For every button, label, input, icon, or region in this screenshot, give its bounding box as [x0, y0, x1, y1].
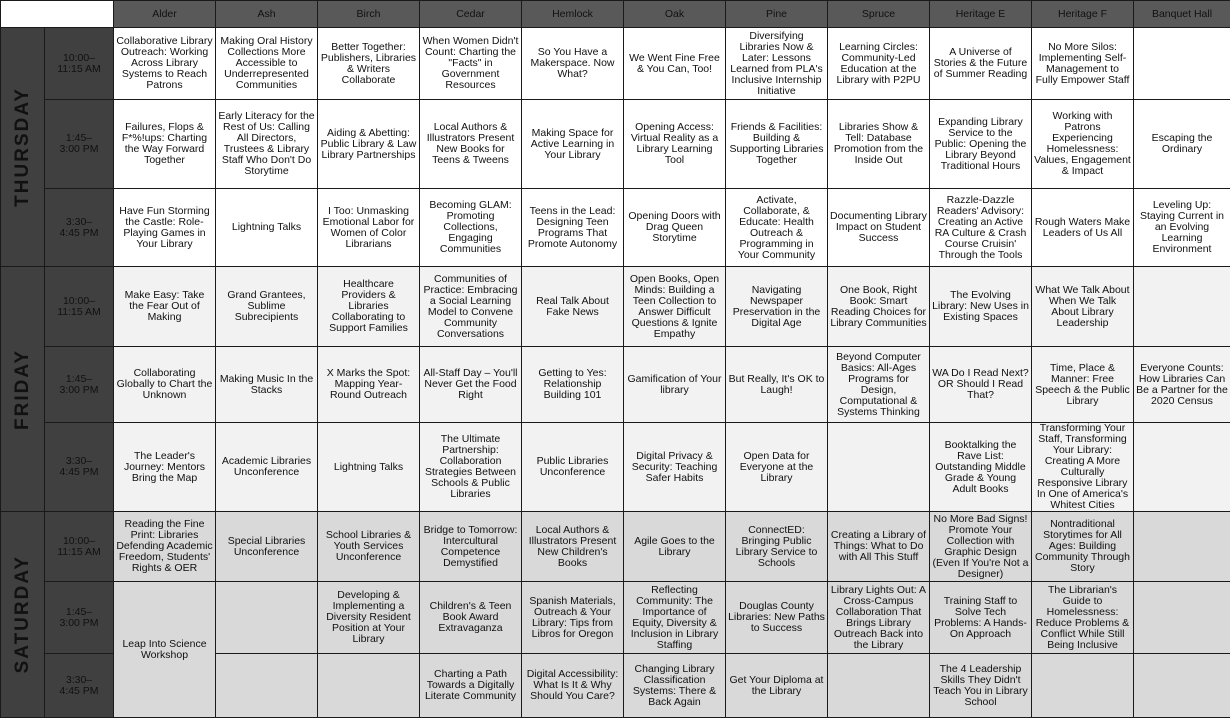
session-cell: We Went Fine Free & You Can, Too!	[624, 28, 726, 100]
room-header: Banquet Hall	[1134, 1, 1230, 28]
room-header: Heritage F	[1032, 1, 1134, 28]
session-cell: Reading the Fine Print: Libraries Defending Academic Freedom, Students' Rights & OER	[114, 512, 216, 582]
room-header: Pine	[726, 1, 828, 28]
session-cell: ConnectED: Bringing Public Library Service to Schools	[726, 512, 828, 582]
session-cell: Razzle-Dazzle Readers' Advisory: Creating an Active RA Culture & Crash Course Cruisin' Through the Tools	[930, 189, 1032, 267]
session-cell	[216, 654, 318, 718]
day-label-saturday	[1, 512, 45, 718]
session-cell: Friends & Facilities: Building & Supporting Libraries Together	[726, 100, 828, 189]
session-cell: The Librarian's Guide to Homelessness: Reduce Problems & Conflict While Still Being Inclusive	[1032, 582, 1134, 654]
session-cell	[1134, 423, 1230, 512]
session-cell: Bridge to Tomorrow: Intercultural Competence Demystified	[420, 512, 522, 582]
session-cell: Digital Privacy & Security: Teaching Safer Habits	[624, 423, 726, 512]
room-header: Ash	[216, 1, 318, 28]
thursday-row-1	[1, 28, 1230, 100]
time-slot: 10:00– 11:15 AM	[45, 512, 114, 582]
day-label-text: SATURDAY	[12, 555, 34, 673]
session-cell: I Too: Unmasking Emotional Labor for Women of Color Librarians	[318, 189, 420, 267]
session-cell: Early Literacy for the Rest of Us: Calling All Directors, Trustees & Library Staff Who Don't Do Storytime	[216, 100, 318, 189]
header-row	[1, 1, 1230, 28]
session-cell: Rough Waters Make Leaders of Us All	[1032, 189, 1134, 267]
session-cell: Special Libraries Unconference	[216, 512, 318, 582]
session-cell: Get Your Diploma at the Library	[726, 654, 828, 718]
session-cell: Becoming GLAM: Promoting Collections, Engaging Communities	[420, 189, 522, 267]
session-cell	[1134, 582, 1230, 654]
time-slot: 10:00– 11:15 AM	[45, 267, 114, 347]
session-cell: Getting to Yes: Relationship Building 101	[522, 347, 624, 423]
session-cell: Navigating Newspaper Preservation in the Digital Age	[726, 267, 828, 347]
saturday-row-2	[1, 582, 1230, 654]
thursday-row-3	[1, 189, 1230, 267]
session-cell: Collaborative Library Outreach: Working Across Library Systems to Reach Patrons	[114, 28, 216, 100]
session-cell: Healthcare Providers & Libraries Collaborating to Support Families	[318, 267, 420, 347]
day-label-friday	[1, 267, 45, 512]
session-cell: Time, Place & Manner: Free Speech & the Public Library	[1032, 347, 1134, 423]
friday-row-2	[1, 347, 1230, 423]
session-cell: No More Silos: Implementing Self-Management to Fully Empower Staff	[1032, 28, 1134, 100]
session-cell: Children's & Teen Book Award Extravaganza	[420, 582, 522, 654]
session-cell: Local Authors & Illustrators Present New Books for Teens & Tweens	[420, 100, 522, 189]
session-cell: Lightning Talks	[318, 423, 420, 512]
session-cell: Public Libraries Unconference	[522, 423, 624, 512]
session-cell: Reflecting Community: The Importance of Equity, Diversity & Inclusion in Library Staffing	[624, 582, 726, 654]
session-cell: Beyond Computer Basics: All-Ages Programs for Design, Computational & Systems Thinking	[828, 347, 930, 423]
session-cell: So You Have a Makerspace. Now What?	[522, 28, 624, 100]
time-slot: 1:45– 3:00 PM	[45, 347, 114, 423]
session-cell: School Libraries & Youth Services Unconference	[318, 512, 420, 582]
room-header: Oak	[624, 1, 726, 28]
session-cell	[1134, 267, 1230, 347]
room-header: Heritage E	[930, 1, 1032, 28]
session-cell: Working with Patrons Experiencing Homelessness: Values, Engagement & Impact	[1032, 100, 1134, 189]
session-cell: Changing Library Classification Systems: There & Back Again	[624, 654, 726, 718]
session-cell: Expanding Library Service to the Public: Opening the Library Beyond Traditional Hours	[930, 100, 1032, 189]
time-slot: 3:30– 4:45 PM	[45, 654, 114, 718]
thursday-row-2	[1, 100, 1230, 189]
session-cell: The Leader's Journey: Mentors Bring the Map	[114, 423, 216, 512]
time-slot: 1:45– 3:00 PM	[45, 582, 114, 654]
session-cell: Developing & Implementing a Diversity Resident Position at Your Library	[318, 582, 420, 654]
session-cell	[828, 423, 930, 512]
session-cell: Transforming Your Staff, Transforming Your Library: Creating A More Culturally Responsive Library In One of America's Whitest Cities	[1032, 423, 1134, 512]
session-cell: The Evolving Library: New Uses in Existing Spaces	[930, 267, 1032, 347]
day-label-text: FRIDAY	[12, 349, 34, 430]
session-cell	[216, 582, 318, 654]
session-cell: But Really, It's OK to Laugh!	[726, 347, 828, 423]
session-cell: Libraries Show & Tell: Database Promotion from the Inside Out	[828, 100, 930, 189]
session-cell: Academic Libraries Unconference	[216, 423, 318, 512]
session-cell	[1134, 28, 1230, 100]
session-cell: Collaborating Globally to Chart the Unknown	[114, 347, 216, 423]
session-cell: Leveling Up: Staying Current in an Evolving Learning Environment	[1134, 189, 1230, 267]
session-cell: Documenting Library Impact on Student Success	[828, 189, 930, 267]
day-label-thursday	[1, 28, 45, 267]
room-header: Spruce	[828, 1, 930, 28]
session-cell: Make Easy: Take the Fear Out of Making	[114, 267, 216, 347]
session-cell	[828, 654, 930, 718]
time-slot: 10:00– 11:15 AM	[45, 28, 114, 100]
room-header: Hemlock	[522, 1, 624, 28]
session-cell: One Book, Right Book: Smart Reading Choices for Library Communities	[828, 267, 930, 347]
session-cell: Making Music In the Stacks	[216, 347, 318, 423]
session-cell: Escaping the Ordinary	[1134, 100, 1230, 189]
session-cell	[1134, 512, 1230, 582]
session-cell: Making Oral History Collections More Accessible to Underrepresented Communities	[216, 28, 318, 100]
room-header: Alder	[114, 1, 216, 28]
time-slot: 3:30– 4:45 PM	[45, 189, 114, 267]
session-cell: Booktalking the Rave List: Outstanding Middle Grade & Young Adult Books	[930, 423, 1032, 512]
session-cell: Grand Grantees, Sublime Subrecipients	[216, 267, 318, 347]
time-slot: 1:45– 3:00 PM	[45, 100, 114, 189]
room-header: Cedar	[420, 1, 522, 28]
session-cell: Better Together: Publishers, Libraries & Writers Collaborate	[318, 28, 420, 100]
session-cell: Activate, Collaborate, & Educate: Health Outreach & Programming in Your Community	[726, 189, 828, 267]
friday-row-3	[1, 423, 1230, 512]
time-slot: 3:30– 4:45 PM	[45, 423, 114, 512]
session-cell: Diversifying Libraries Now & Later: Lessons Learned from PLA's Inclusive Internship Initiative	[726, 28, 828, 100]
session-cell: Open Books, Open Minds: Building a Teen Collection to Answer Difficult Questions & Ignite Empathy	[624, 267, 726, 347]
saturday-row-1	[1, 512, 1230, 582]
session-cell: Failures, Flops & F*%!ups: Charting the Way Forward Together	[114, 100, 216, 189]
session-cell: Have Fun Storming the Castle: Role-Playing Games in Your Library	[114, 189, 216, 267]
session-cell	[1032, 654, 1134, 718]
session-cell: Everyone Counts: How Libraries Can Be a Partner for the 2020 Census	[1134, 347, 1230, 423]
session-cell: Local Authors & Illustrators Present New Children's Books	[522, 512, 624, 582]
day-label-text: THURSDAY	[12, 87, 34, 207]
session-cell	[1134, 654, 1230, 718]
session-cell: WA Do I Read Next? OR Should I Read That?	[930, 347, 1032, 423]
session-cell: Real Talk About Fake News	[522, 267, 624, 347]
session-cell: Digital Accessibility: What Is It & Why Should You Care?	[522, 654, 624, 718]
session-cell: Communities of Practice: Embracing a Social Learning Model to Convene Community Conversations	[420, 267, 522, 347]
session-cell: Spanish Materials, Outreach & Your Library: Tips from Libros for Oregon	[522, 582, 624, 654]
session-cell: The 4 Leadership Skills They Didn't Teach You in Library School	[930, 654, 1032, 718]
session-cell: Lightning Talks	[216, 189, 318, 267]
session-cell: Open Data for Everyone at the Library	[726, 423, 828, 512]
session-cell: Opening Doors with Drag Queen Storytime	[624, 189, 726, 267]
room-header: Birch	[318, 1, 420, 28]
header-corner	[1, 1, 114, 28]
session-cell: When Women Didn't Count: Charting the "Facts" in Government Resources	[420, 28, 522, 100]
session-cell: What We Talk About When We Talk About Library Leadership	[1032, 267, 1134, 347]
session-cell: Douglas County Libraries: New Paths to Success	[726, 582, 828, 654]
session-cell: Creating a Library of Things: What to Do with All This Stuff	[828, 512, 930, 582]
session-cell: The Ultimate Partnership: Collaboration Strategies Between Schools & Public Libraries	[420, 423, 522, 512]
session-cell: Charting a Path Towards a Digitally Literate Community	[420, 654, 522, 718]
session-cell: Training Staff to Solve Tech Problems: A Hands-On Approach	[930, 582, 1032, 654]
session-cell: Opening Access: Virtual Reality as a Library Learning Tool	[624, 100, 726, 189]
session-cell: Nontraditional Storytimes for All Ages: Building Community Through Story	[1032, 512, 1134, 582]
session-cell: X Marks the Spot: Mapping Year-Round Outreach	[318, 347, 420, 423]
session-cell: A Universe of Stories & the Future of Summer Reading	[930, 28, 1032, 100]
session-cell: Agile Goes to the Library	[624, 512, 726, 582]
session-cell: Leap Into Science Workshop	[114, 582, 216, 718]
session-cell	[318, 654, 420, 718]
session-cell: No More Bad Signs! Promote Your Collection with Graphic Design (Even If You're Not a Designer)	[930, 512, 1032, 582]
session-cell: Making Space for Active Learning in Your Library	[522, 100, 624, 189]
session-cell: Aiding & Abetting: Public Library & Law Library Partnerships	[318, 100, 420, 189]
session-cell: Teens in the Lead: Designing Teen Programs That Promote Autonomy	[522, 189, 624, 267]
session-cell: Learning Circles: Community-Led Education at the Library with P2PU	[828, 28, 930, 100]
session-cell: Gamification of Your library	[624, 347, 726, 423]
session-cell: All-Staff Day – You'll Never Get the Food Right	[420, 347, 522, 423]
session-cell: Library Lights Out: A Cross-Campus Collaboration That Brings Library Outreach Back into the Library	[828, 582, 930, 654]
friday-row-1	[1, 267, 1230, 347]
